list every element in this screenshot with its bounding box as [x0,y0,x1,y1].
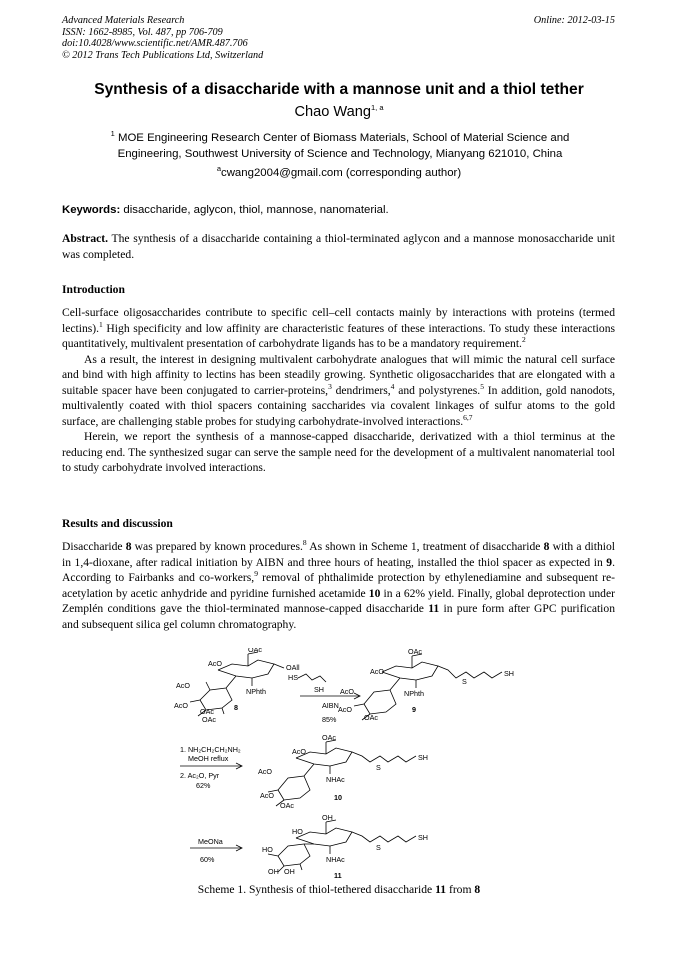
c10-oac-top: OAc [322,733,336,742]
online-date: Online: 2012-03-15 [533,15,615,26]
compound-10-structure [268,740,416,806]
compound-9-ref: 9 [606,555,613,569]
c10-aco-1: AcO [292,747,306,756]
ref-9: 9 [254,569,258,579]
res-f: with a dithiol in 1,4-dioxane, after radical initiation by AIBN and three hours of heating, installed the thiol spacer as expected in [62,540,616,569]
email-text: cwang2004@gmail.com (corresponding author) [221,167,462,179]
author-name: Chao Wang [294,104,371,120]
keywords [62,203,389,218]
affiliation [80,130,600,163]
c10-nhac: NHAc [326,775,345,784]
c9-aco-3: AcO [338,705,352,714]
results-heading: Results and discussion [62,517,173,530]
c11-sh: SH [418,833,428,842]
aibn-label: AIBN [322,701,339,710]
ref-3: 3 [328,381,332,391]
issn-line: ISSN: 1662-8985, Vol. 487, pp 706-709 [62,26,223,38]
c11-ho-1: HO [292,827,303,836]
intro-p1-b: High specificity and low affinity are characteristic features of these interactions. To study these interactions quantitatively, multivalent presentation of carbohydrate ligands has to be a mandatory requirement. [62,321,615,350]
affiliation-sup: 1 [110,129,115,139]
author-line [0,103,678,121]
ref-2: 2 [521,335,526,345]
yield-1: 85% [322,715,337,724]
email-sup: a [216,164,222,174]
step-2-line-3: 2. Ac₂O, Pyr [180,771,220,780]
ref-5: 5 [480,381,484,391]
yield-2: 62% [196,781,211,790]
paper-title: Synthesis of a disaccharide with a mannose unit and a thiol tether [94,81,584,98]
caption-a: Scheme 1. Synthesis of thiol-tethered disaccharide [197,883,436,896]
compound-8-ref-2: 8 [543,540,550,553]
res-d: As shown in Scheme 1, treatment of disaccharide [306,540,544,553]
intro-p2-a: As a result, the interest in designing multivalent carbohydrate analogues that will mimic the natural cell surface and bind with high affinity to lectins has been steadily growing. Synthetic oligosaccharides that are elongated with a suitable spacer have been conjugated to carrier-proteins, [62,352,615,397]
affiliation-line-2: Engineering, Southwest University of Science and Technology, Mianyang 621010, China [117,148,563,161]
c11-ho-2: HO [262,845,273,854]
affiliation-line-1: MOE Engineering Research Center of Biomass Materials, School of Material Science and [117,132,570,144]
c11-s: S [376,843,381,852]
scheme-caption [0,882,678,897]
c8-aco-2: AcO [176,681,190,690]
res-k: in a 62% yield. Finally, global deprotection under Zemplén conditions gave the thiol-terminated mannose-capped disaccharide [62,586,615,615]
compound-11-ref: 11 [428,602,440,615]
c11-oh-1: OH [268,867,279,876]
compound-9-structure [354,654,502,720]
c11-nhac: NHAc [326,855,345,864]
reagent-sh: SH [314,685,324,694]
c10-oac: OAc [280,801,294,810]
keywords-label: Keywords: [62,204,121,216]
res-i: removal of phthalimide protection by ethylenediamine and subsequent re-acetylation by acetic anhydride and pyridine furnished acetamide [62,571,616,600]
meona-label: MeONa [198,837,223,846]
email-line [0,166,678,181]
step-2-line-1: 1. NH₂CH₂CH₂NH₂ [180,745,241,754]
res-c: was prepared by known procedures. [131,540,303,553]
ref-4: 4 [390,381,395,391]
c9-s: S [462,677,467,686]
c8-oac-2: OAc [202,715,216,724]
intro-paragraph-2 [62,352,615,430]
intro-p2-d: In addition, gold nanodots, multivalently coated with thiol spacers containing saccharides via covalent linkages of sulfur atoms to the gold surface, are challenging stable probes for studying carbohydrate-involved interactions. [62,383,615,428]
c9-oac-top: OAc [408,648,422,656]
c10-aco-2: AcO [258,767,272,776]
compound-10-ref: 10 [368,586,381,600]
compound-9-label: 9 [412,705,416,714]
intro-paragraph-3: Herein, we report the synthesis of a mannose-capped disaccharide, derivatized with a thiol terminus at the reducing end. The synthesized sugar can serve the sample need for the development of a multivalent nanomaterial tool to study carbohydrate involved interactions. [62,430,615,474]
caption-compound-8: 8 [474,883,481,896]
res-a: Disaccharide [62,540,126,553]
c8-aco-3: AcO [174,701,188,710]
c11-oh-top: OH [322,813,333,822]
intro-p2-c: and polystyrenes. [394,383,481,397]
introduction-body [62,305,615,476]
intro-p2-b: dendrimers, [331,383,391,397]
c9-sh: SH [504,669,514,678]
compound-11-structure [268,820,416,872]
c8-oac-top: OAc [248,648,262,654]
dithiol-structure [298,674,326,682]
introduction-heading: Introduction [62,283,125,296]
copyright-line: © 2012 Trans Tech Publications Ltd, Switzerland [62,49,264,61]
res-m: in pure form after GPC purification and subsequent silica gel column chromatography. [62,602,615,631]
caption-compound-11: 11 [435,883,447,896]
ref-1: 1 [99,319,103,329]
c9-oac: OAc [364,713,378,722]
abstract-text: The synthesis of a disaccharide containing a thiol-terminated aglycon and a mannose monosaccharide unit was completed. [62,232,615,261]
c8-oac-1: OAc [200,707,214,716]
c9-nphth: NPhth [404,689,424,698]
journal-info [62,15,263,61]
intro-p1-a: Cell-surface oligosaccharides contribute to specific cell–cell contacts mainly by interactions with proteins (termed lectins). [62,306,615,335]
compound-10-label: 10 [334,793,342,802]
c10-sh: SH [418,753,428,762]
step-2-line-2: MeOH reflux [188,754,229,763]
author-sup: 1, a [371,103,384,113]
compound-8-label: 8 [234,703,238,712]
abstract-label: Abstract. [62,232,109,245]
intro-paragraph-1 [62,305,615,352]
c8-nphth: NPhth [246,687,266,696]
c9-aco-2: AcO [340,687,354,696]
journal-name: Advanced Materials Research [62,15,185,26]
c10-aco-3: AcO [260,791,274,800]
yield-3: 60% [200,855,215,864]
c10-s: S [376,763,381,772]
ref-6-7: 6,7 [463,412,473,422]
reagent-hs: HS [288,673,298,682]
doi-line: doi:10.4028/www.scientific.net/AMR.487.706 [62,38,248,50]
c9-aco-1: AcO [370,667,384,676]
compound-11-label: 11 [334,871,342,880]
reaction-scheme [150,648,570,880]
results-body [62,539,615,632]
c8-aco-1: AcO [208,659,222,668]
compound-8-ref: 8 [125,540,132,553]
caption-c: from [446,883,475,896]
c8-oall: OAll [286,663,300,672]
abstract [62,231,615,262]
keywords-text: disaccharide, aglycon, thiol, mannose, nanomaterial. [123,204,389,216]
ref-8: 8 [302,538,307,548]
res-h: . According to Fairbanks and co-workers, [62,555,615,584]
c11-oh-2: OH [284,867,295,876]
